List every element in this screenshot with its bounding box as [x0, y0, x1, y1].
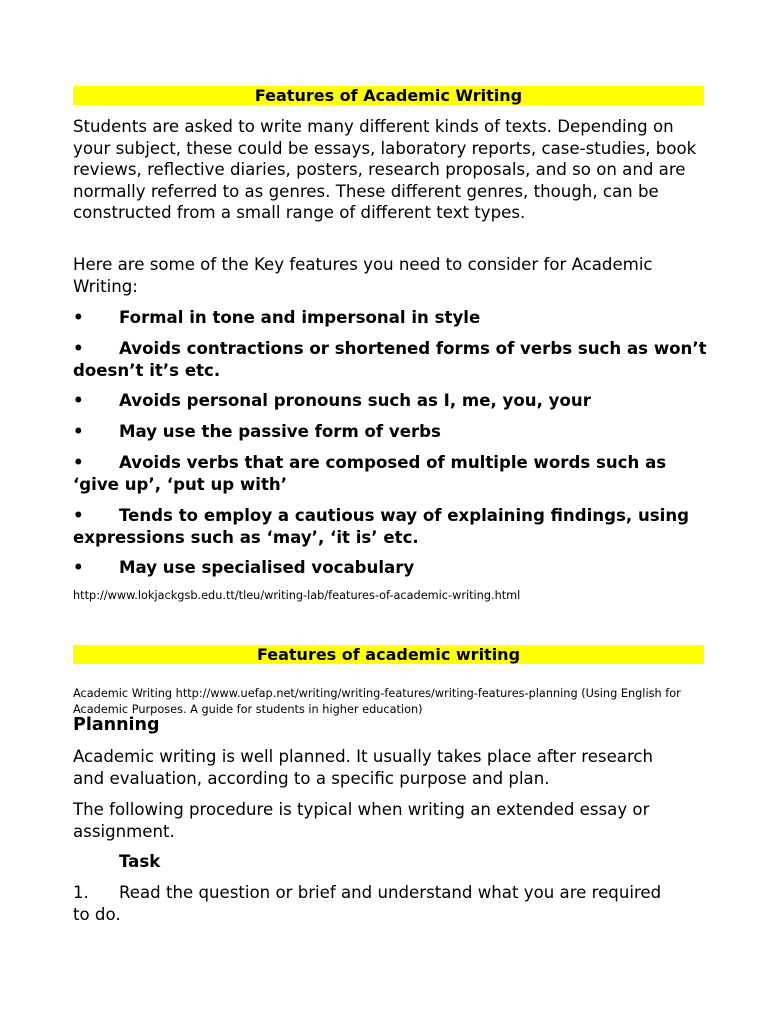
bullet-dot: • [73, 453, 84, 472]
bullet-item [73, 421, 713, 443]
bullet-dot: • [73, 506, 84, 525]
bullet-text: Tends to employ a cautious way of explaining findings, using expressions such as ‘may’, ‘it is’ etc. [73, 506, 690, 547]
bullet-text: Avoids verbs that are composed of multiple words such as ‘give up’, ‘put up with’ [73, 453, 667, 494]
source-citation-uefap: Academic Writing http://www.uefap.net/writing/writing-features/writing-features-planning (Using English for Academic Purposes. A guide for students in higher education) [73, 687, 681, 716]
bullet-item [73, 307, 713, 329]
subheading-planning: Planning [73, 715, 160, 735]
step-number: 1. [73, 883, 89, 902]
section-heading-features-of-academic-writing: Features of Academic Writing [73, 86, 704, 105]
lead-paragraph: Here are some of the Key features you need to consider for Academic Writing: [73, 255, 653, 296]
bullet-item [73, 338, 713, 381]
bullet-item [73, 390, 713, 412]
source-link-lokjack[interactable]: http://www.lokjackgsb.edu.tt/tleu/writing-lab/features-of-academic-writing.html [73, 589, 521, 602]
procedure-paragraph: The following procedure is typical when writing an extended essay or assignment. [73, 800, 650, 841]
task-label: Task [119, 852, 161, 871]
step-text: Read the question or brief and understand what you are required to do. [73, 883, 662, 924]
bullet-dot: • [73, 558, 84, 577]
bullet-text: Formal in tone and impersonal in style [119, 308, 481, 327]
bullet-text: Avoids personal pronouns such as I, me, you, your [119, 391, 591, 410]
planning-paragraph: Academic writing is well planned. It usually takes place after research and evaluation, according to a specific purpose and plan. [73, 747, 654, 788]
step-item [73, 882, 673, 925]
bullet-dot: • [73, 308, 84, 327]
section-heading-features-of-academic-writing-2: Features of academic writing [73, 645, 704, 664]
bullet-dot: • [73, 339, 84, 358]
bullet-dot: • [73, 391, 84, 410]
intro-paragraph: Students are asked to write many different kinds of texts. Depending on your subject, these could be essays, laboratory reports, case-studies, book reviews, reflective diaries, posters, research proposals, and so on and are normally referred to as genres. These different genres, though, can be constructed from a small range of different text types. [73, 117, 697, 223]
bullet-text: Avoids contractions or shortened forms of verbs such as won’t doesn’t it’s etc. [73, 339, 707, 380]
bullet-text: May use the passive form of verbs [119, 422, 441, 441]
bullet-dot: • [73, 422, 84, 441]
bullet-item [73, 505, 713, 548]
bullet-text: May use specialised vocabulary [119, 558, 415, 577]
bullet-item [73, 557, 713, 579]
bullet-item [73, 452, 713, 495]
